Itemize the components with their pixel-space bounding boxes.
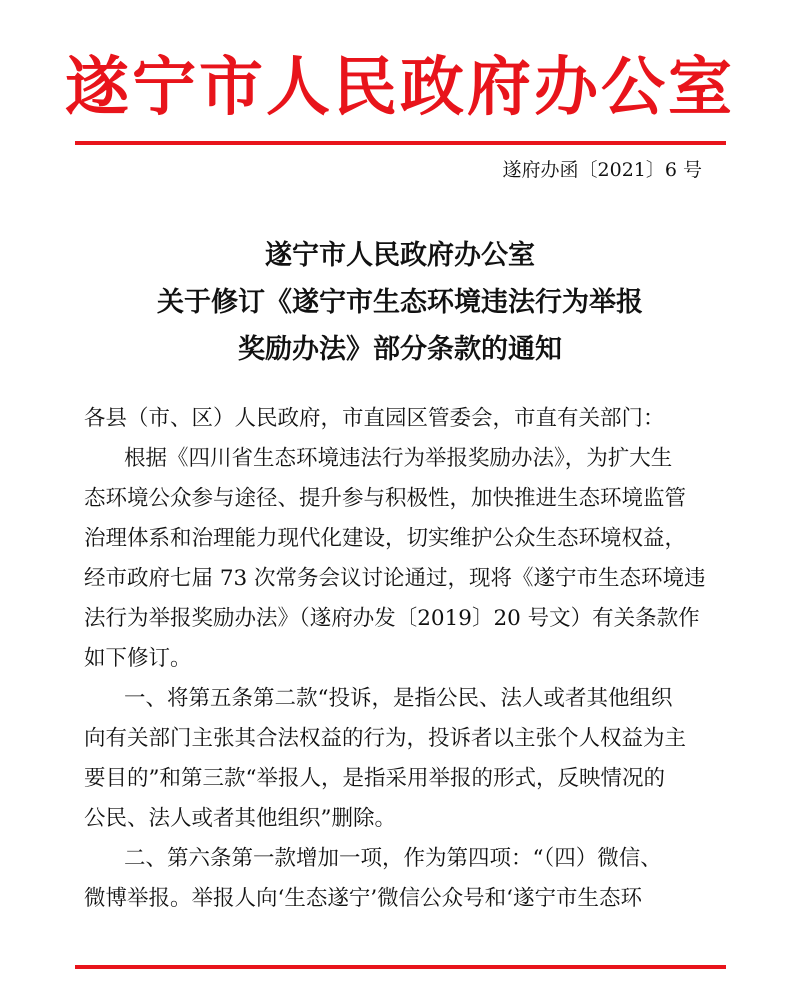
masthead-red-rule [75,141,726,145]
body-line-salutation: 各县（市、区）人民政府，市直园区管委会，市直有关部门： [84,406,665,431]
body-line: 如下修订。 [84,646,192,671]
masthead-issuer: 遂宁市人民政府办公室 [65,50,735,125]
body-line-article-2: 二、第六条第一款增加一项，作为第四项：“（四）微信、 [124,846,662,871]
body-line: 向有关部门主张其合法权益的行为，投诉者以主张个人权益为主 [84,726,687,751]
document-body [84,399,724,919]
body-line: 态环境公众参与途径、提升参与积极性，加快推进生态环境监管 [84,486,687,511]
body-line: 治理体系和治理能力现代化建设，切实维护公众生态环境权益， [84,526,687,551]
body-line: 公民、法人或者其他组织”删除。 [84,806,396,831]
title-line-3: 奖励办法》部分条款的通知 [238,334,562,365]
body-line: 经市政府七届 73 次常务会议讨论通过，现将《遂宁市生态环境违 [84,566,706,591]
document-title [0,232,800,373]
body-line: 微博举报。举报人向‘生态遂宁’微信公众号和‘遂宁市生态环 [84,886,643,911]
body-line: 根据《四川省生态环境违法行为举报奖励办法》，为扩大生 [124,446,673,471]
body-line-article-1: 一、将第五条第二款“投诉，是指公民、法人或者其他组织 [124,686,673,711]
body-line: 要目的”和第三款“举报人，是指采用举报的形式，反映情况的 [84,766,665,791]
body-line: 法行为举报奖励办法》（遂府办发〔2019〕20 号文）有关条款作 [84,606,700,631]
title-line-2: 关于修订《遂宁市生态环境违法行为举报 [157,287,643,318]
title-line-1: 遂宁市人民政府办公室 [265,240,535,271]
footer-red-rule [75,965,726,969]
document-number: 遂府办函〔2021〕6 号 [502,159,702,181]
